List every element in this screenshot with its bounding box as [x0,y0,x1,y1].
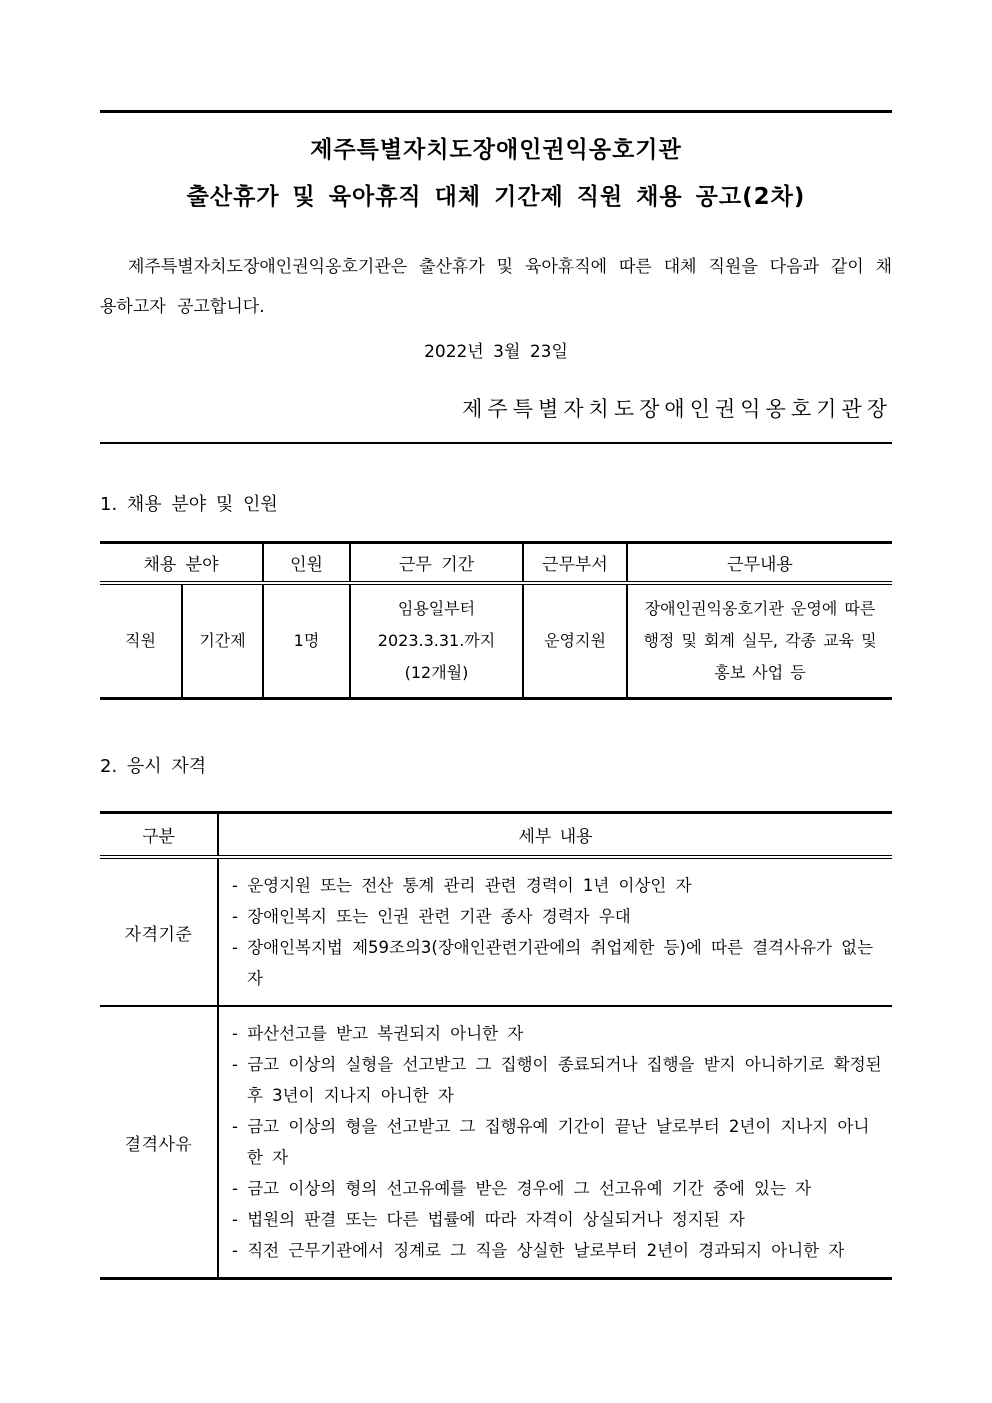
criteria-items [218,857,892,1006]
qualification-row-disqualification [100,1006,892,1279]
intro-paragraph: 제주특별자치도장애인권익옹호기관은 출산휴가 및 육아휴직에 따른 대체 직원을 다음과 같이 채용하고자 공고합니다. [100,257,892,317]
list-item: - 금고 이상의 형을 선고받고 그 집행유예 기간이 끝난 날로부터 2년이 지나지 아니한 자 [232,1117,870,1167]
cell-employment-type: 기간제 [182,583,263,699]
list-item: - 직전 근무기관에서 징계로 그 직을 상실한 날로부터 2년이 경과되지 아니한 자 [232,1241,845,1260]
header-department: 근무부서 [523,543,627,583]
disqualification-items [218,1006,892,1279]
list-item: - 법원의 판결 또는 다른 법률에 따라 자격이 상실되거나 정지된 자 [232,1210,745,1229]
recruitment-table-row [100,583,892,699]
top-rule [100,110,892,113]
header-details: 세부 내용 [218,812,892,857]
signature: 제주특별자치도장애인권익옹호기관장 [462,397,892,421]
cell-period [350,583,523,699]
recruitment-table-header-row [100,543,892,583]
document-title-org: 제주특별자치도장애인권익옹호기관 [310,137,682,163]
section1-heading: 1. 채용 분야 및 인원 [100,494,278,515]
list-item: - 운영지원 또는 전산 통계 관리 관련 경력이 1년 이상인 자 [232,876,692,895]
header-field: 채용 분야 [100,543,263,583]
category-label: 결격사유 [100,1006,218,1279]
qualification-table [100,811,892,1281]
category-label: 자격기준 [100,857,218,1006]
document-content [100,0,892,1280]
list-item: - 장애인복지 또는 인권 관련 기관 종사 경력자 우대 [232,907,631,926]
header-duties: 근무내용 [627,543,892,583]
cell-department: 운영지원 [523,583,627,699]
cell-field: 직원 [100,583,182,699]
title-block [100,127,892,221]
recruitment-table [100,541,892,700]
header-category: 구분 [100,812,218,857]
cell-duties [627,583,892,699]
period-line: 2023.3.31.까지 [377,630,496,650]
list-item: - 장애인복지법 제59조의3(장애인관련기관에의 취업제한 등)에 따른 결격사유가 없는 자 [232,938,874,988]
header-headcount: 인원 [263,543,350,583]
announcement-date: 2022년 3월 23일 [424,342,568,362]
list-item: - 금고 이상의 실형을 선고받고 그 집행이 종료되거나 집행을 받지 아니하기로 확정된 후 3년이 지나지 아니한 자 [232,1055,882,1105]
header-period: 근무 기간 [350,543,523,583]
section2-heading: 2. 응시 자격 [100,755,207,777]
qualification-table-header-row [100,812,892,857]
divider-rule [100,442,892,444]
duties-text: 장애인권익옹호기관 운영에 따른 행정 및 회계 실무, 각종 교육 및 홍보 사업 등 [643,598,877,682]
cell-headcount: 1명 [263,583,350,699]
period-line: (12개월) [404,662,469,682]
period-line: 임용일부터 [397,598,476,618]
list-item: - 파산선고를 받고 복권되지 아니한 자 [232,1024,524,1043]
list-item: - 금고 이상의 형의 선고유예를 받은 경우에 그 선고유예 기간 중에 있는 자 [232,1179,812,1198]
qualification-row-criteria [100,857,892,1006]
document-title-notice: 출산휴가 및 육아휴직 대체 기간제 직원 채용 공고(2차) [186,184,806,210]
